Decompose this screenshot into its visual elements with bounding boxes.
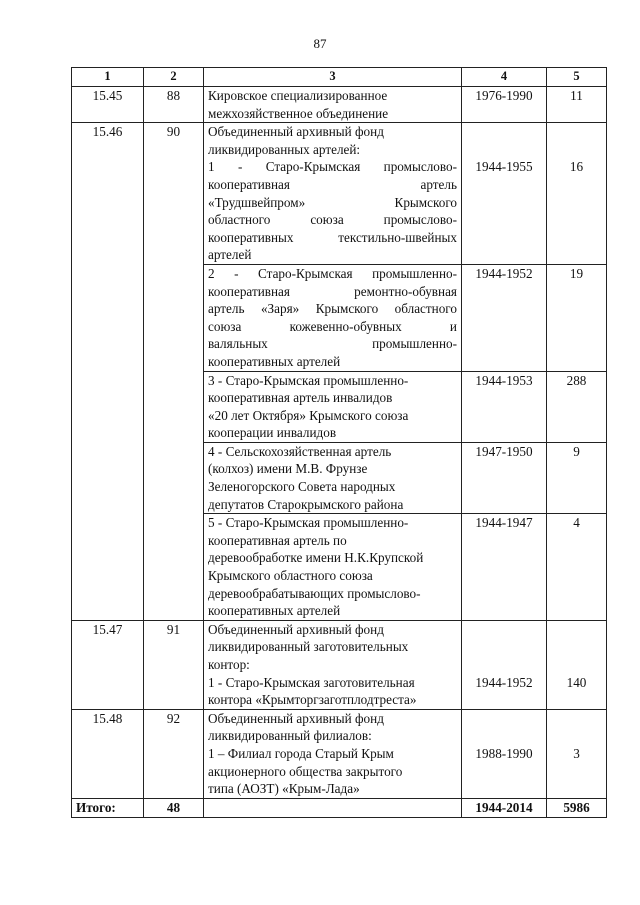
text-line: депутатов Старокрымского района: [208, 496, 404, 512]
text-line: кооперативная артель: [208, 176, 457, 192]
text-line: кооперативных текстильно-швейных: [208, 229, 457, 245]
table-row: [72, 123, 607, 265]
fund-title: [204, 442, 462, 513]
fund-years: 1944-1955: [462, 123, 547, 265]
page-number: 87: [313, 36, 327, 51]
text-line: 2 - Старо-Крымская промышленно-: [208, 265, 457, 281]
total-label: Итого:: [72, 798, 144, 817]
fund-title: [204, 620, 462, 709]
fund-title: [204, 87, 462, 123]
fund-count: 9: [547, 442, 607, 513]
fund-years: 1976-1990: [462, 87, 547, 123]
text-line: «20 лет Октября» Крымского союза: [208, 407, 409, 423]
fund-title: [204, 514, 462, 621]
text-line: кооперации инвалидов: [208, 425, 337, 441]
fund-years: 1944-1953: [462, 371, 547, 442]
table-row: [72, 87, 607, 123]
text-line: 1 – Филиал города Старый Крым: [208, 745, 394, 761]
header-cell: 3: [204, 68, 462, 87]
fund-years: 1944-1952: [462, 264, 547, 371]
text-line: артель «Заря» Крымского областного: [208, 301, 457, 317]
table-row: [72, 709, 607, 798]
fund-index: 15.48: [72, 709, 144, 798]
text-line: ликвидированных артелей:: [208, 141, 361, 157]
total-funds: 48: [144, 798, 204, 817]
fund-number: 90: [144, 123, 204, 621]
text-line: контора «Крымторгзаготплодтреста»: [208, 692, 417, 708]
text-line: контор:: [208, 657, 250, 672]
text-line: деревообрабатывающих промыслово-: [208, 585, 421, 601]
fund-number: 92: [144, 709, 204, 798]
fund-years: 1988-1990: [462, 709, 547, 798]
text-line: (колхоз) имени М.В. Фрунзе: [208, 461, 368, 477]
header-cell: 5: [547, 68, 607, 87]
fund-title: [204, 123, 462, 265]
text-line: кооперативная артель по: [208, 532, 347, 548]
text-line: артелей: [208, 247, 252, 263]
fund-index: 15.45: [72, 87, 144, 123]
text-line: союза кожевенно-обувных и: [208, 318, 457, 334]
archive-fund-table: [71, 67, 607, 818]
fund-count: 288: [547, 371, 607, 442]
text-line: Объединенный архивный фонд: [208, 710, 384, 726]
text-line: кооперативная ремонтно-обувная: [208, 283, 457, 299]
fund-title: [204, 371, 462, 442]
fund-title: [204, 709, 462, 798]
header-cell: 2: [144, 68, 204, 87]
total-empty-cell: [204, 798, 462, 817]
text-line: областного союза промыслово-: [208, 212, 457, 228]
fund-years: 1947-1950: [462, 442, 547, 513]
text-line: «Трудшвейпром» Крымского: [208, 194, 457, 210]
text-line: кооперативная артель инвалидов: [208, 390, 393, 406]
fund-number: 88: [144, 87, 204, 123]
fund-years: 1944-1952: [462, 620, 547, 709]
text-line: 1 - Старо-Крымская промыслово-: [208, 159, 457, 175]
text-line: кооперативных артелей: [208, 603, 341, 619]
text-line: ликвидированный заготовительных: [208, 639, 409, 655]
fund-count: 11: [547, 87, 607, 123]
fund-count: 4: [547, 514, 607, 621]
text-line: 5 - Старо-Крымская промышленно-: [208, 515, 409, 531]
fund-count: 19: [547, 264, 607, 371]
text-line: Кировское специализированное: [208, 88, 388, 103]
text-line: Объединенный архивный фонд: [208, 124, 384, 140]
fund-title: [204, 264, 462, 371]
text-line: ликвидированный филиалов:: [208, 728, 372, 744]
text-line: 3 - Старо-Крымская промышленно-: [208, 372, 409, 388]
fund-years: 1944-1947: [462, 514, 547, 621]
total-years: 1944-2014: [462, 798, 547, 817]
fund-count: 16: [547, 123, 607, 265]
fund-index: 15.47: [72, 620, 144, 709]
text-line: деревообработке имени Н.К.Крупской: [208, 550, 424, 566]
text-line: акционерного общества закрытого: [208, 763, 403, 779]
text-line: типа (АОЗТ) «Крым-Лада»: [208, 781, 360, 797]
text-line: валяльных промышленно-: [208, 336, 457, 352]
table-header-row: [72, 68, 607, 87]
fund-number: 91: [144, 620, 204, 709]
fund-count: 3: [547, 709, 607, 798]
fund-count: 140: [547, 620, 607, 709]
total-row: [72, 798, 607, 817]
text-line: Крымского областного союза: [208, 568, 373, 584]
text-line: 1 - Старо-Крымская заготовительная: [208, 674, 415, 690]
text-line: кооперативных артелей: [208, 353, 341, 369]
text-line: межхозяйственное объединение: [208, 105, 389, 121]
total-count: 5986: [547, 798, 607, 817]
text-line: Объединенный архивный фонд: [208, 621, 384, 637]
text-line: 4 - Сельскохозяйственная артель: [208, 443, 392, 459]
fund-index: 15.46: [72, 123, 144, 621]
table-row: [72, 620, 607, 709]
header-cell: 1: [72, 68, 144, 87]
text-line: Зеленогорского Совета народных: [208, 479, 396, 495]
header-cell: 4: [462, 68, 547, 87]
